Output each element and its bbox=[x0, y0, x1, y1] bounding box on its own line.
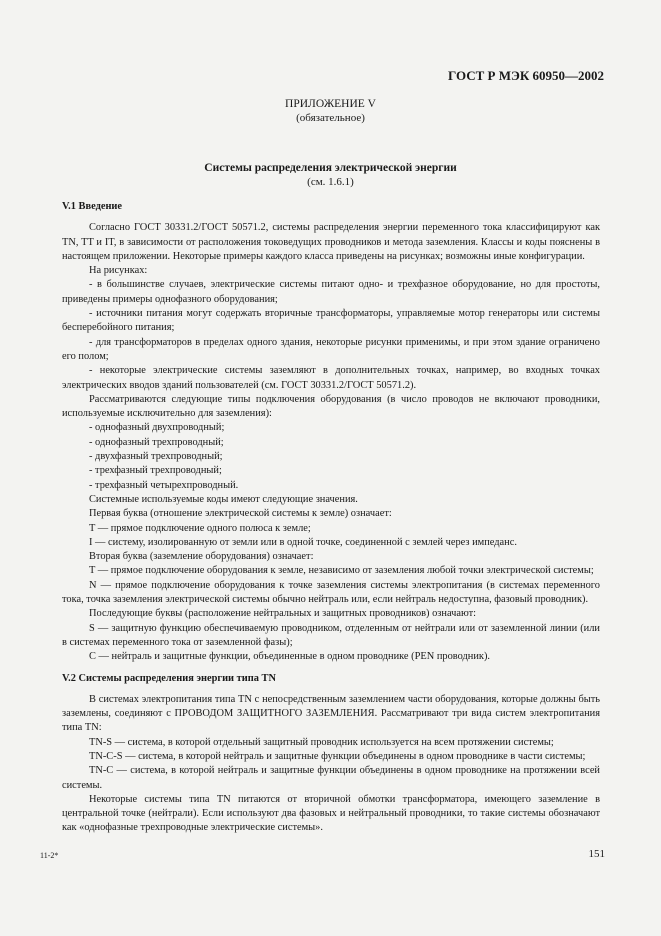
list-item: - трехфазный трехпроводный; bbox=[89, 465, 222, 477]
list-item: - для трансформаторов в пределах одного здания, некоторые рисунки применимы, и при этом здание ограничено его полом; bbox=[62, 336, 600, 362]
paragraph: Последующие буквы (расположение нейтральных и защитных проводников) означают: bbox=[89, 608, 477, 620]
paragraph: В системах электропитания типа TN с непосредственным заземлением части оборудования, которые должны быть заземлены, соединяют с ПРОВОДОМ ЗАЩИТНОГО ЗАЗЕМЛЕНИЯ. Рассматривают три вида систем электропитания типа TN: bbox=[62, 693, 600, 734]
paragraph: Первая буква (отношение электрической системы к земле) означает: bbox=[89, 508, 392, 520]
footer-signature: 11-2* bbox=[40, 851, 59, 860]
list-item: - источники питания могут содержать вторичные трансформаторы, управляемые мотор генераторы или системы бесперебойного питания; bbox=[62, 308, 600, 334]
list-item: - трехфазный четырехпроводный. bbox=[89, 479, 239, 491]
list-item: - в большинстве случаев, электрические системы питают одно- и трехфазное оборудование, но для простоты, приведены примеры однофазного оборудования; bbox=[62, 279, 600, 305]
list-item: - двухфазный трехпроводный; bbox=[89, 451, 223, 463]
paragraph: Вторая буква (заземление оборудования) означает: bbox=[89, 551, 314, 563]
definition: TN-C-S — система, в которой нейтраль и защитные функции объединены в одном проводнике в части системы; bbox=[89, 750, 586, 762]
definition: I — систему, изолированную от земли или в одной точке, соединенной с землей через импеданс. bbox=[89, 536, 517, 548]
standard-number: ГОСТ Р МЭК 60950—2002 bbox=[448, 68, 604, 83]
paragraph: На рисунках: bbox=[89, 265, 148, 277]
annex-title: ПРИЛОЖЕНИЕ V bbox=[285, 98, 376, 110]
section-heading-v1: V.1 Введение bbox=[62, 201, 123, 212]
list-item: - некоторые электрические системы заземляют в дополнительных точках, например, во входных точках электрических вводов зданий пользователей (см. ГОСТ 30331.2/ГОСТ 50571.2). bbox=[62, 365, 600, 391]
definition: TN-C — система, в которой нейтраль и защитные функции объединены в одном проводнике на протяжении всей системы. bbox=[62, 765, 600, 791]
list-item: - однофазный двухпроводный; bbox=[89, 422, 225, 434]
definition: C — нейтраль и защитные функции, объединенные в одном проводнике (PEN проводник). bbox=[89, 651, 491, 663]
page-number: 151 bbox=[588, 848, 605, 860]
definition: TN-S — система, в которой отдельный защитный проводник используется на всем протяжении системы; bbox=[89, 736, 554, 748]
section-heading-v2: V.2 Системы распределения энергии типа TN bbox=[62, 672, 276, 684]
definition: T — прямое подключение одного полюса к земле; bbox=[89, 522, 311, 534]
page-title: Системы распределения электрической энергии bbox=[204, 162, 457, 174]
list-item: - однофазный трехпроводный; bbox=[89, 436, 224, 448]
paragraph: Некоторые системы типа TN питаются от вторичной обмотки трансформатора, имеющего заземление в центральной точке (нейтрали). Если используют два фазовых и нейтральный проводники, то такие системы обозначают как «однофазные трехпроводные электрические системы». bbox=[62, 793, 600, 834]
title-reference: (см. 1.6.1) bbox=[307, 176, 354, 188]
document-body bbox=[62, 200, 600, 836]
definition: S — защитную функцию обеспечиваемую проводником, отделенным от нейтрали или от заземленной линии (или в системах переменного тока от заземленной фазы); bbox=[62, 622, 600, 648]
paragraph: Согласно ГОСТ 30331.2/ГОСТ 50571.2, системы распределения энергии переменного тока классифицируют как TN, TT и IT, в зависимости от расположения токоведущих проводников и метода заземления. Классы и коды пояснены в настоящем приложении. Некоторые примеры каждого класса приведены на рисунках; возможны иные конфигурации. bbox=[62, 222, 600, 262]
paragraph: Рассматриваются следующие типы подключения оборудования (в число проводов не включают проводники, используемые исключительно для заземления): bbox=[62, 393, 600, 420]
paragraph: Системные используемые коды имеют следующие значения. bbox=[89, 493, 358, 505]
definition: T — прямое подключение оборудования к земле, независимо от заземления любой точки электрической системы; bbox=[89, 565, 594, 577]
definition: N — прямое подключение оборудования к точке заземления системы электропитания (в системах переменного тока, точка заземления электрической системы обычно нейтраль или, если нейтраль недоступна, фазовый проводник). bbox=[62, 579, 600, 606]
annex-subtitle: (обязательное) bbox=[296, 112, 365, 124]
